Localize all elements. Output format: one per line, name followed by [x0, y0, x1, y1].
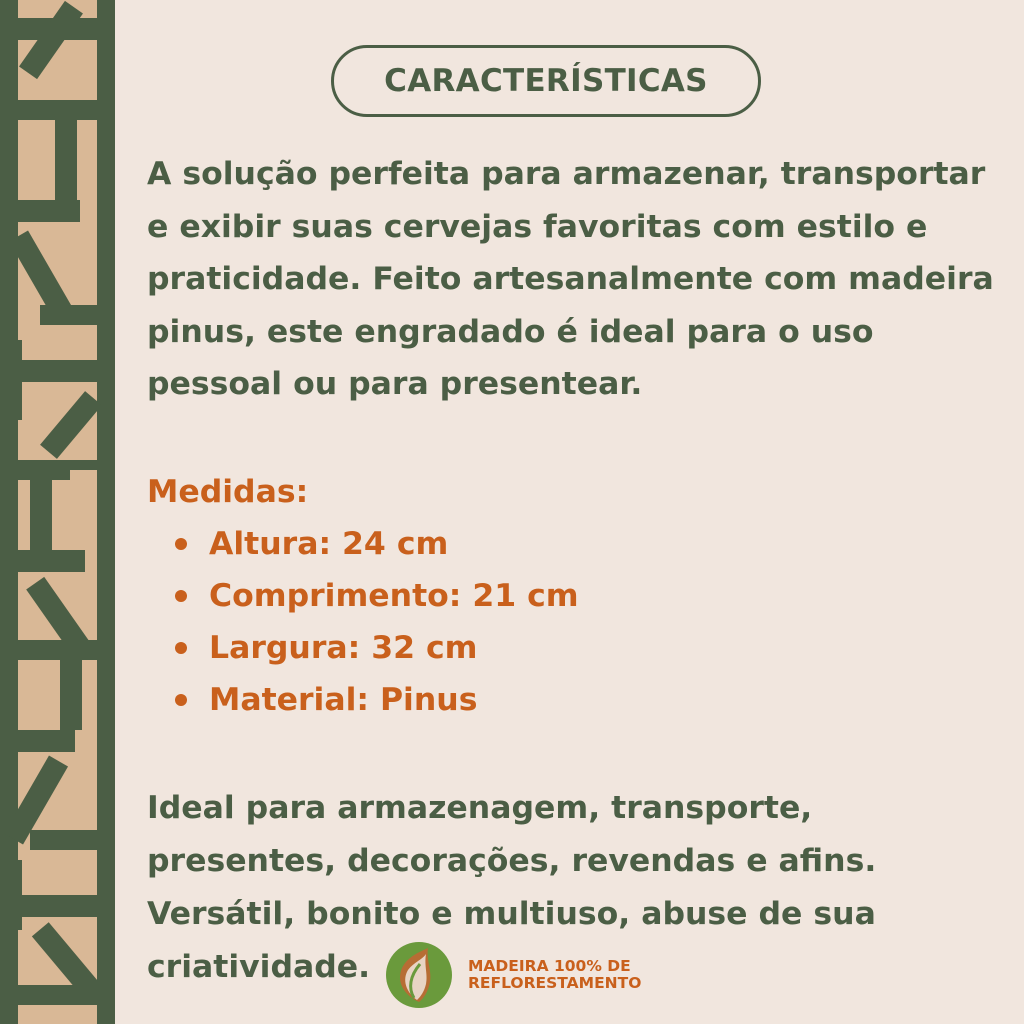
section-title: CARACTERÍSTICAS	[384, 63, 708, 99]
bullet-icon	[175, 538, 187, 550]
medida-material: Material: Pinus	[209, 682, 478, 718]
medidas-heading: Medidas:	[147, 474, 309, 510]
wood-slat-pattern	[0, 0, 115, 1024]
badge-line-1: MADEIRA 100% DE	[468, 957, 631, 975]
reforestation-badge	[384, 940, 641, 1010]
section-title-pill	[331, 45, 761, 117]
bullet-icon	[175, 694, 187, 706]
badge-text	[468, 958, 641, 992]
decorative-pattern-strip	[0, 0, 115, 1024]
leaf-icon	[384, 940, 454, 1010]
medidas-list	[175, 518, 579, 726]
intro-paragraph: A solução perfeita para armazenar, transportar e exibir suas cervejas favoritas com estilo e praticidade. Feito artesanalmente com madeira pinus, este engradado é ideal para o uso pessoal ou para presentear.	[147, 156, 994, 402]
medida-altura: Altura: 24 cm	[209, 526, 449, 562]
bullet-icon	[175, 642, 187, 654]
medida-largura: Largura: 32 cm	[209, 630, 478, 666]
list-item	[175, 674, 579, 726]
list-item	[175, 622, 579, 674]
medida-comprimento: Comprimento: 21 cm	[209, 578, 579, 614]
bullet-icon	[175, 590, 187, 602]
list-item	[175, 570, 579, 622]
badge-line-2: REFLORESTAMENTO	[468, 974, 642, 992]
outro-paragraph: Ideal para armazenagem, transporte, presentes, decorações, revendas e afins. Versátil, bonito e multiuso, abuse de sua criatividade.	[147, 790, 877, 985]
list-item	[175, 518, 579, 570]
